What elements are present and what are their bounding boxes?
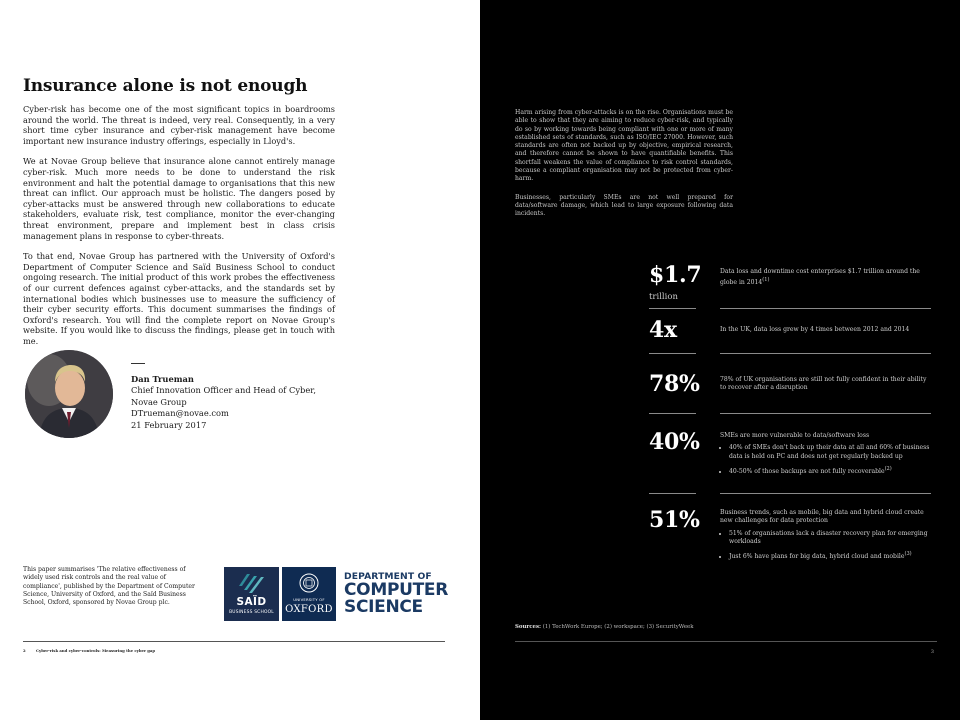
stat-description — [720, 326, 932, 334]
stat-description — [720, 376, 932, 393]
body-paragraph: Cyber-risk has become one of the most significant topics in boardrooms around the world. The threat is indeed, very real. Consequently, in a very short time cyber insurance and cyber-risk management have become important new insurance industry offerings, especially in Lloyd's. — [23, 104, 335, 146]
right-page — [480, 0, 960, 720]
intro-body — [23, 104, 335, 356]
body-paragraph: To that end, Novae Group has partnered with the University of Oxford's Department of Computer Science and Saïd Business School to conduct ongoing research. The initial product of this work probes the effectiveness of our current defences against cyber-attacks, and the standards set by international bodies which businesses use to measure the sufficiency of their cyber security efforts. This document summarises the findings of Oxford's research. You will find the complete report on Novae Group's website. If you would like to discuss the findings, please get in touch with me. — [23, 251, 335, 346]
stat-text: In the UK, data loss grew by 4 times between 2012 and 2014 — [720, 326, 910, 333]
stat-divider — [649, 308, 696, 309]
sources-text: (1) TechWork Europe; (2) workspace; (3) SecurityWeek — [542, 624, 694, 630]
right-intro — [515, 109, 733, 229]
stat-divider — [649, 413, 696, 414]
stat-bullet: • 40-50% of those backups are not fully recoverable$^{(2)}$ — [729, 465, 932, 476]
author-email[interactable]: DTrueman@novae.com — [131, 408, 229, 419]
said-subtitle: BUSINESS SCHOOL — [229, 610, 274, 615]
author-role: Chief Innovation Officer and Head of Cyber, — [131, 385, 316, 396]
body-paragraph: We at Novae Group believe that insurance alone cannot entirely manage cyber-risk. Much more needs to be done to understand the risk environment and halt the potential damage to organisations that this new threat can inflict. Our approach must be holistic. The dangers posed by cyber-attacks must be answered through new collaborations to educate stakeholders, evaluate risk, test compliance, monitor the ever-changing threat environment, prepare and implement best in class crisis management plans in response to cyber-threats. — [23, 156, 335, 241]
oxford-subtitle: UNIVERSITY OF — [293, 597, 325, 602]
stat-text: Data loss and downtime cost enterprises $1.7 trillion around the globe in 2014 — [720, 268, 920, 287]
left-footer — [23, 648, 155, 653]
intro-paragraph: Businesses, particularly SMEs are not well prepared for data/software damage, which lead to large exposure following data incidents. — [515, 193, 733, 218]
page-number: 3 — [931, 650, 934, 655]
stat-bullet: • 51% of organisations lack a disaster recovery plan for emerging workloads — [729, 530, 932, 547]
stat-description — [720, 432, 932, 480]
stat-text: SMEs are more vulnerable to data/software loss — [720, 432, 870, 439]
said-wordmark: SAÏD — [236, 596, 267, 608]
stat-value: 78% — [649, 371, 700, 397]
stat-divider — [720, 413, 931, 414]
university-of-oxford-logo — [282, 567, 336, 621]
dcs-line-computer: COMPUTER — [344, 580, 449, 600]
portrait-illustration — [25, 350, 113, 438]
page-title: Insurance alone is not enough — [23, 76, 308, 96]
stat-value: 40% — [649, 429, 700, 455]
dcs-line-department: DEPARTMENT OF — [344, 571, 432, 582]
oxford-wordmark: OXFORD — [285, 604, 333, 615]
stat-unit: trillion — [649, 292, 678, 302]
author-company: Novae Group — [131, 396, 187, 407]
stat-divider — [649, 493, 696, 494]
dcs-line-science: SCIENCE — [344, 597, 423, 617]
stat-divider — [720, 308, 931, 309]
footer-divider — [23, 641, 445, 642]
author-portrait — [25, 350, 113, 438]
signature-rule — [131, 363, 145, 364]
sources-line — [515, 624, 694, 630]
author-name: Dan Trueman — [131, 374, 194, 384]
stat-ref: (1) — [762, 277, 770, 284]
stat-ref: (3) — [904, 551, 912, 558]
signature-date: 21 February 2017 — [131, 419, 207, 430]
said-business-school-logo — [224, 567, 279, 621]
computer-science-logo — [344, 572, 448, 616]
intro-paragraph: Harm arising from cyber-attacks is on the rise. Organisations must be able to show that they are aiming to reduce cyber-risk, and typically do so by working towards being compliant with one or more of many established sets of standards, such as ISO/IEC 27000. However, such standards are often not backed up by objective, empirical research, and therefore cannot be shown to have quantifiable benefits. This shortfall weakens the value of compliance to risk control standards, because a compliant organisation may not be protected from cyber-harm. — [515, 109, 733, 183]
stat-bullet: • 40% of SMEs don't back up their data at all and 60% of business data is held on PC and does not get regularly backed up — [729, 444, 932, 461]
stat-divider — [720, 353, 931, 354]
partner-logos — [224, 567, 448, 621]
oxford-crest-icon — [299, 572, 319, 594]
signature-block — [131, 374, 316, 431]
stat-value: 51% — [649, 507, 700, 533]
stat-value: $1.7 — [649, 262, 702, 288]
stat-description — [720, 509, 932, 566]
said-stripes-icon — [237, 572, 266, 594]
stat-text: Business trends, such as mobile, big data and hybrid cloud create new challenges for data protection — [720, 509, 924, 525]
page-number: 2 — [23, 648, 26, 653]
footer-text: Cyber-risk and cyber-controls: Measuring the cyber gap — [35, 648, 156, 653]
sources-label: Sources: — [515, 624, 541, 630]
stat-value: 4x — [649, 317, 677, 343]
stat-bullets — [720, 444, 932, 476]
stat-bullets — [720, 530, 932, 562]
stat-description — [720, 268, 932, 288]
stat-ref: (2) — [884, 465, 892, 472]
stat-divider — [649, 353, 696, 354]
summary-footnote: This paper summarises 'The relative effectiveness of widely used risk controls and the real value of compliance', published by the Department of Computer Science, University of Oxford, and the Saïd Business School, Oxford, sponsored by Novae Group plc. — [23, 566, 195, 607]
stat-divider — [720, 493, 931, 494]
stat-bullet: • Just 6% have plans for big data, hybrid cloud and mobile$^{(3)}$ — [729, 550, 932, 561]
stat-text: 78% of UK organisations are still not fully confident in their ability to recover after a disruption — [720, 376, 927, 392]
footer-divider — [515, 641, 937, 642]
